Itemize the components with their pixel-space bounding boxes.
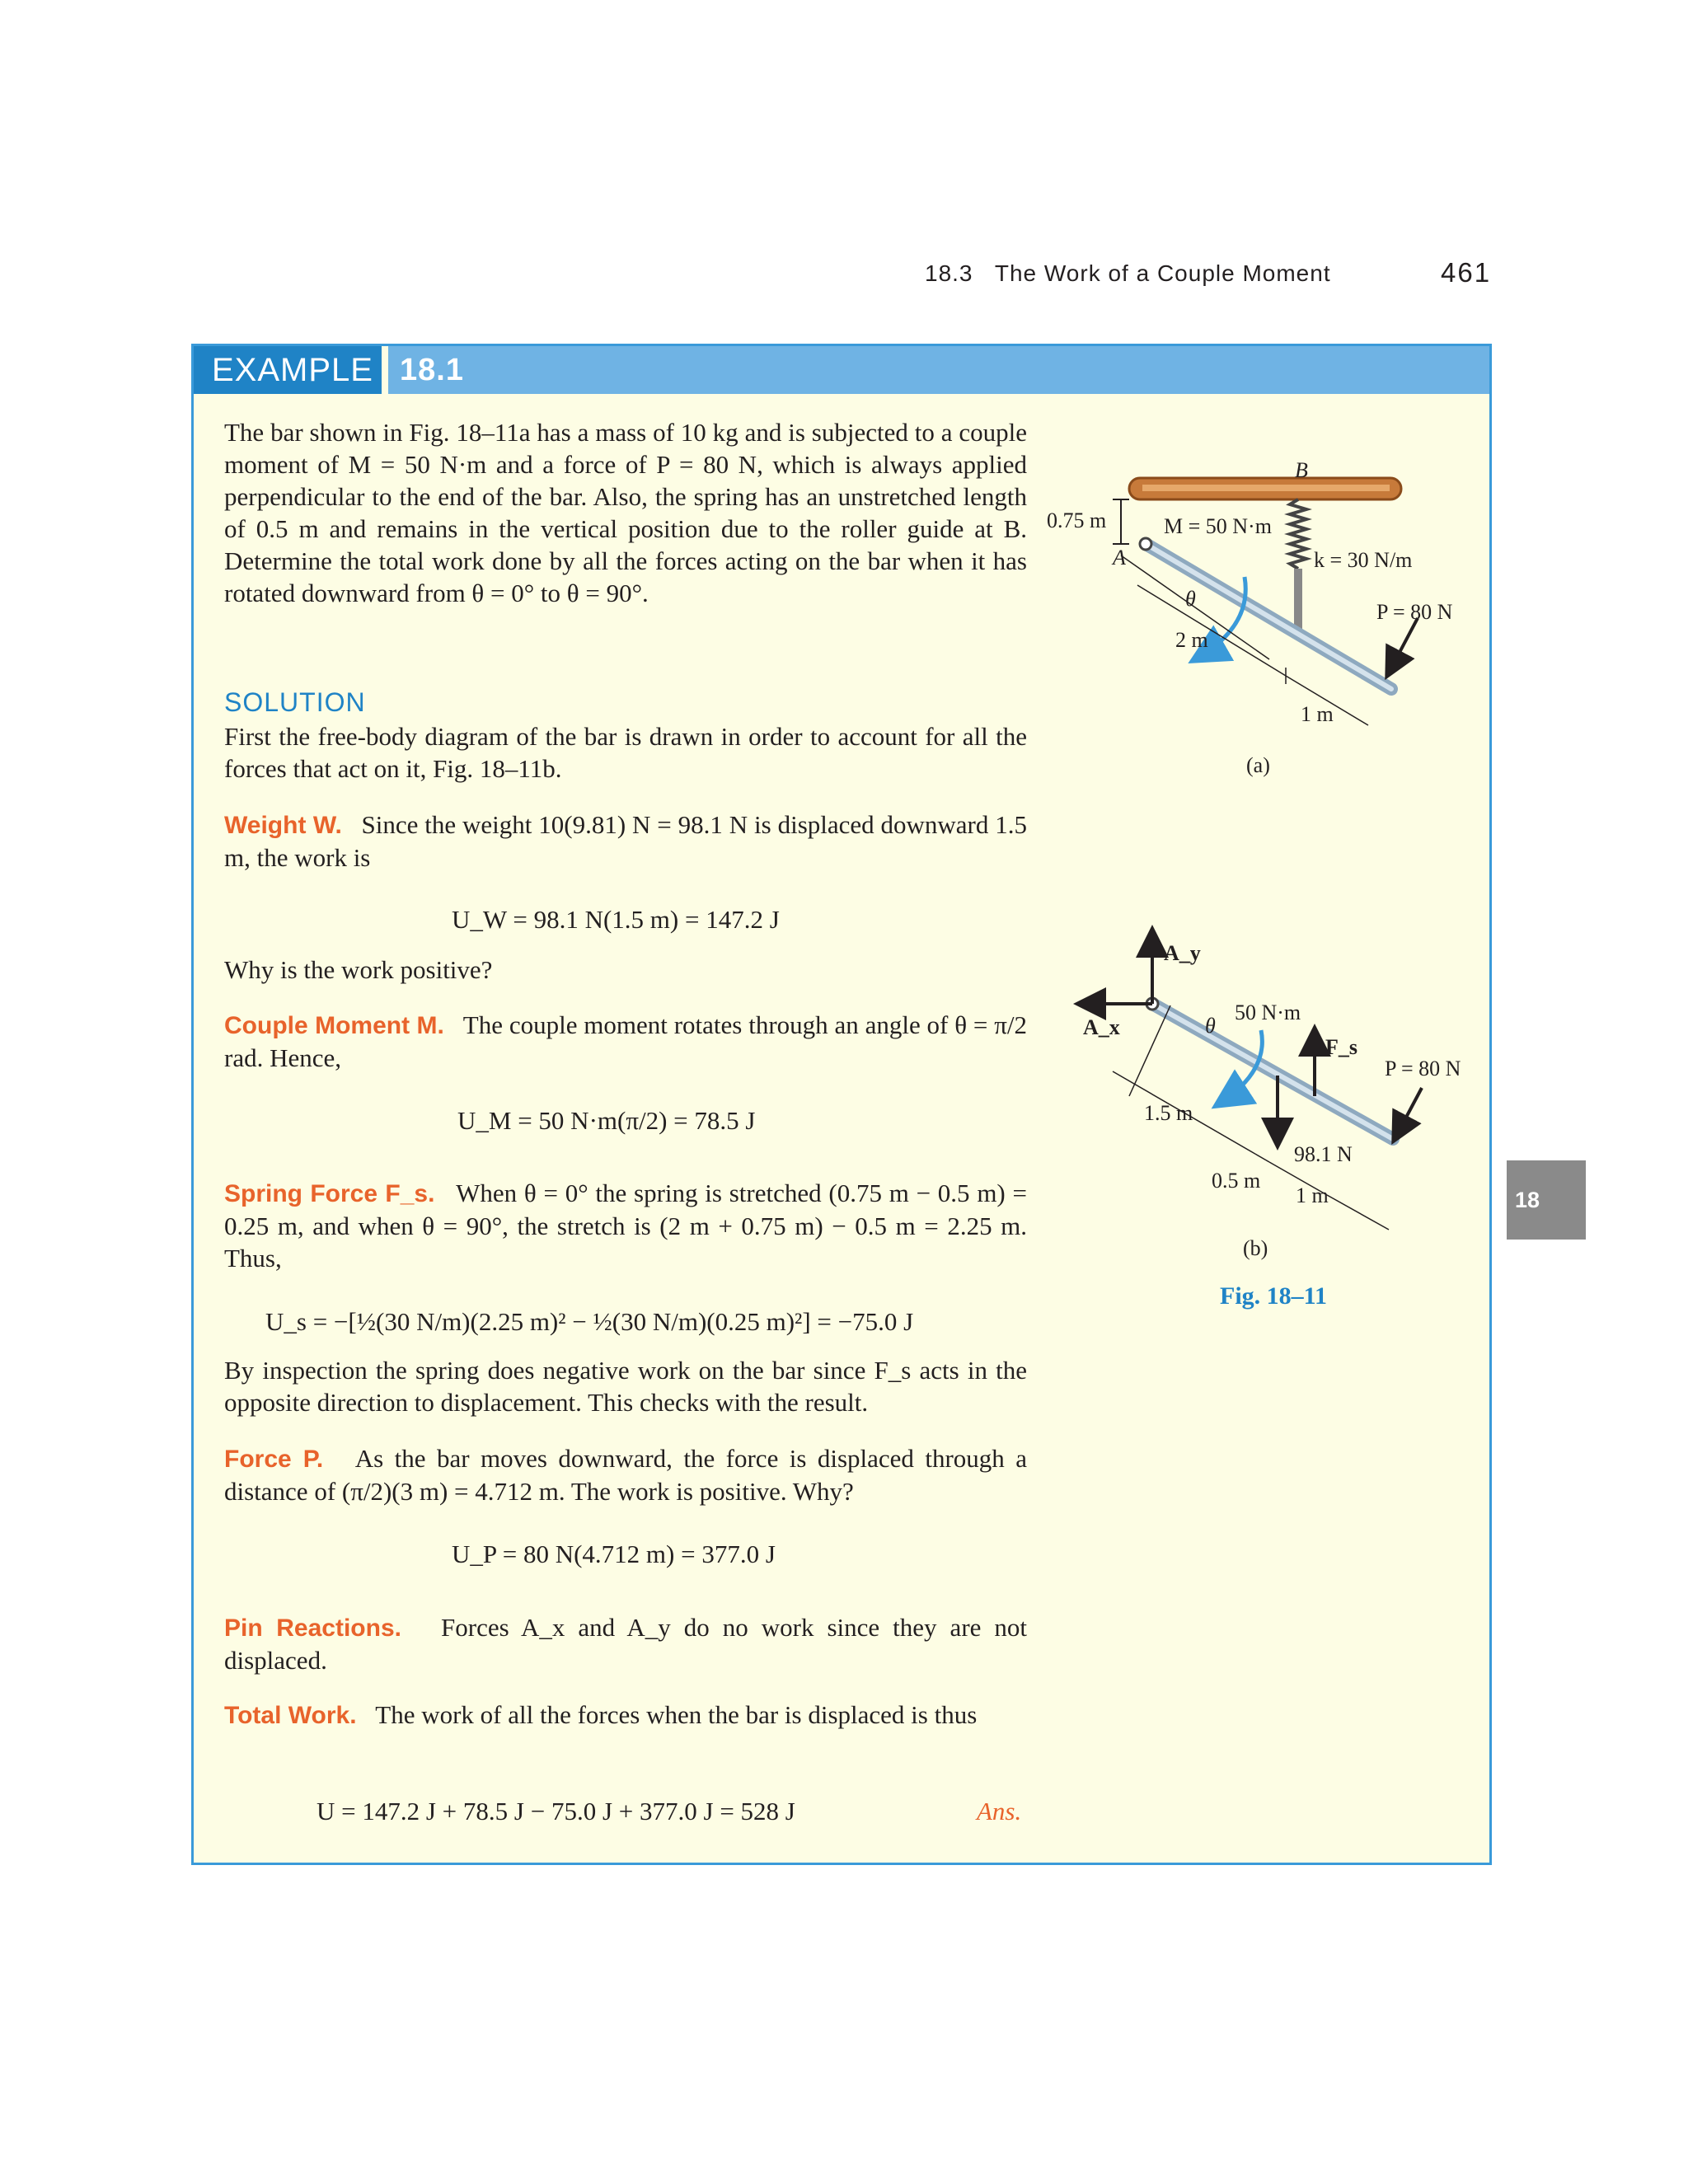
fig-a-force-p: P = 80 N — [1376, 600, 1453, 624]
example-label: EXAMPLE — [194, 346, 382, 394]
solution-heading: SOLUTION — [224, 687, 366, 717]
pin-heading: Pin Reactions. — [224, 1615, 401, 1642]
fig-b-ay: A_y — [1164, 941, 1201, 965]
fig-b-force-p: P = 80 N — [1385, 1057, 1461, 1080]
fig-a-moment: M = 50 N·m — [1164, 514, 1272, 538]
solution-intro: First the free-body diagram of the bar is drawn in order to account for all the forces that act on it, Fig. 18–11b. — [224, 722, 1027, 783]
total-text: The work of all the forces when the bar is displaced is thus — [375, 1700, 978, 1729]
couple-paragraph — [224, 1009, 1027, 1074]
fbd-force-p-arrow — [1395, 1088, 1422, 1139]
weight-paragraph — [224, 808, 1027, 874]
problem-text: The bar shown in Fig. 18–11a has a mass of 10 kg and is subjected to a couple moment of M = 50 N·m and a force of P = 80 N, which is always applied perpendicular to the end of the bar. Also, the spring has an unstretched length of 0.5 m and remains in the vertical position due to the roller guide at B. Determine the total work done by all the forces acting on the bar when it has rotated downward from θ = 0° to θ = 90°. — [224, 418, 1027, 607]
total-equation: U = 147.2 J + 78.5 J − 75.0 J + 377.0 J = 528 J — [316, 1797, 795, 1825]
section-title: The Work of a Couple Moment — [994, 260, 1331, 286]
chapter-tab: 18 — [1507, 1160, 1586, 1240]
fbd-dim-1-line — [1327, 1195, 1389, 1230]
spring-coil — [1290, 499, 1306, 569]
fig-a-dim-075: 0.75 m — [1047, 509, 1107, 532]
total-heading: Total Work. — [224, 1702, 357, 1729]
couple-heading: Couple Moment M. — [224, 1012, 444, 1039]
force-heading: Force P. — [224, 1446, 324, 1473]
fig-b-weight: 98.1 N — [1294, 1142, 1353, 1166]
dim-2-line — [1137, 585, 1286, 676]
spring-paragraph — [224, 1177, 1027, 1274]
section-number: 18.3 — [925, 260, 973, 286]
example-number: 18.1 — [400, 353, 464, 387]
fig-b-dim-15: 1.5 m — [1144, 1101, 1193, 1125]
figure-caption: Fig. 18–11 — [1220, 1282, 1328, 1310]
fig-a-label-a: A — [1113, 546, 1126, 569]
pin-text: Forces A_x and A_y do no work since they are not displaced. — [224, 1613, 1028, 1675]
fig-a-theta: θ — [1185, 587, 1196, 611]
fig-b-caption: (b) — [1243, 1236, 1268, 1260]
force-p-arrow — [1388, 618, 1418, 674]
couple-equation: U_M = 50 N·m(π/2) = 78.5 J — [457, 1106, 756, 1135]
banner-separator — [382, 346, 388, 394]
spring-text: When θ = 0° the spring is stretched (0.75 m − 0.5 m) = 0.25 m, and when θ = 90°, the stretch is (2 m + 0.75 m) − 0.5 m = 2.25 m. Thus, — [224, 1179, 1027, 1272]
fig-b-theta: θ — [1205, 1014, 1216, 1038]
force-equation: U_P = 80 N(4.712 m) = 377.0 J — [452, 1540, 776, 1568]
fig-b-dim-05: 0.5 m — [1212, 1169, 1261, 1193]
weight-equation: U_W = 98.1 N(1.5 m) = 147.2 J — [452, 905, 780, 934]
weight-text: Since the weight 10(9.81) N = 98.1 N is displaced downward 1.5 m, the work is — [224, 810, 1028, 872]
weight-heading: Weight W. — [224, 812, 342, 839]
spring-heading: Spring Force F_s. — [224, 1180, 435, 1207]
spring-note: By inspection the spring does negative work on the bar since F_s acts in the opposite direction to displacement. This checks with the result. — [224, 1356, 1027, 1417]
fig-a-label-b: B — [1295, 458, 1308, 482]
fig-a-spring-k: k = 30 N/m — [1314, 548, 1413, 572]
fig-b-moment: 50 N·m — [1235, 1001, 1301, 1024]
fig-a-dim-2: 2 m — [1175, 628, 1208, 652]
fbd-ref-line — [1129, 1005, 1170, 1096]
fig-b-fs: F_s — [1325, 1035, 1357, 1059]
force-paragraph — [224, 1442, 1027, 1507]
guide-rail-highlight — [1142, 485, 1390, 491]
fig-a-caption: (a) — [1246, 753, 1270, 777]
force-text: As the bar moves downward, the force is displaced through a distance of (π/2)(3 m) = 4.712 m. The work is positive. Why? — [224, 1444, 1027, 1506]
example-banner — [194, 346, 1489, 394]
pin-paragraph — [224, 1611, 1027, 1676]
pin-a — [1140, 538, 1151, 550]
couple-text: The couple moment rotates through an angle of θ = π/2 rad. Hence, — [224, 1010, 1027, 1072]
answer-label: Ans. — [977, 1797, 1022, 1825]
weight-question: Why is the work positive? — [224, 955, 493, 984]
fig-a-dim-1: 1 m — [1301, 702, 1334, 726]
running-header — [925, 260, 1331, 287]
total-paragraph — [224, 1699, 1027, 1732]
fig-b-dim-1: 1 m — [1296, 1183, 1329, 1207]
fig-b-ax: A_x — [1083, 1015, 1120, 1039]
spring-equation: U_s = −[½(30 N/m)(2.25 m)² − ½(30 N/m)(0.25 m)²] = −75.0 J — [265, 1307, 914, 1336]
page-number: 461 — [1441, 257, 1492, 288]
